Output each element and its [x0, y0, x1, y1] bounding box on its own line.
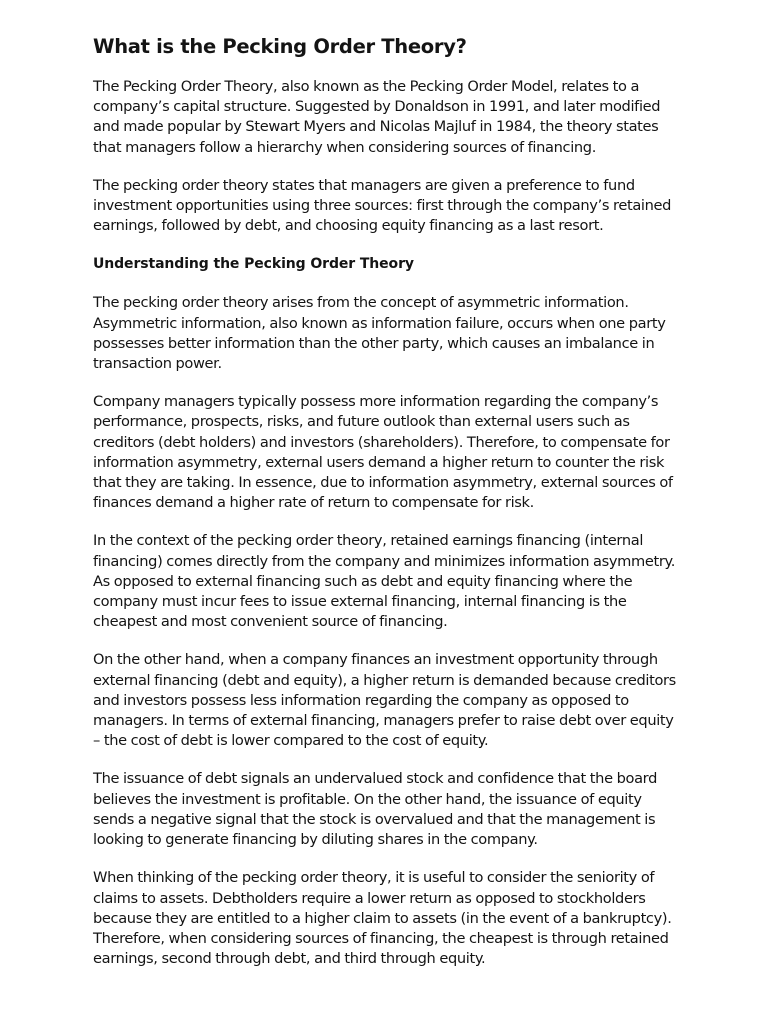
- paragraph: The Pecking Order Theory, also known as the Pecking Order Model, relates to a company’s capital structure. Suggested by Donaldson in 1991, and later modified and made popular by Stewart Myers and Nicolas Majluf in 1984, the theory states that managers follow a hierarchy when considering sources of financing.: [93, 78, 661, 156]
- paragraph: On the other hand, when a company finances an investment opportunity through external financing (debt and equity), a higher return is demanded because creditors and investors possess less information regarding the company as opposed to managers. In terms of external financing, managers prefer to raise debt over equity – the cost of debt is lower compared to the cost of equity.: [93, 651, 676, 750]
- paragraph: When thinking of the pecking order theory, it is useful to consider the seniority of claims to assets. Debtholders require a lower return as opposed to stockholders because they are entitled to a higher claim to assets (in the event of a bankruptcy). Therefore, when considering sources of financing, the cheapest is through retained earnings, second through debt, and third through equity.: [93, 869, 672, 968]
- document-page: [93, 34, 683, 987]
- page-title: What is the Pecking Order Theory?: [93, 35, 467, 58]
- paragraph: The pecking order theory states that managers are given a preference to fund investment opportunities using three sources: first through the company’s retained earnings, followed by debt, and choosing equity financing as a last resort.: [93, 176, 672, 235]
- section-heading: Understanding the Pecking Order Theory: [93, 256, 414, 273]
- paragraph: The issuance of debt signals an undervalued stock and confidence that the board believes the investment is profitable. On the other hand, the issuance of equity sends a negative signal that the stock is overvalued and that the management is looking to generate financing by diluting shares in the company.: [93, 770, 657, 849]
- paragraph: Company managers typically possess more information regarding the company’s performance, prospects, risks, and future outlook than external users such as creditors (debt holders) and investors (shareholders). Therefore, to compensate for information asymmetry, external users demand a higher return to counter the risk that they are taking. In essence, due to information asymmetry, external sources of finances demand a higher rate of return to compensate for risk.: [93, 393, 673, 512]
- paragraph: The pecking order theory arises from the concept of asymmetric information. Asymmetric information, also known as information failure, occurs when one party possesses better information than the other party, which causes an imbalance in transaction power.: [93, 294, 666, 373]
- paragraph: In the context of the pecking order theory, retained earnings financing (internal financing) comes directly from the company and minimizes information asymmetry. As opposed to external financing such as debt and equity financing where the company must incur fees to issue external financing, internal financing is the cheapest and most convenient source of financing.: [93, 532, 676, 631]
